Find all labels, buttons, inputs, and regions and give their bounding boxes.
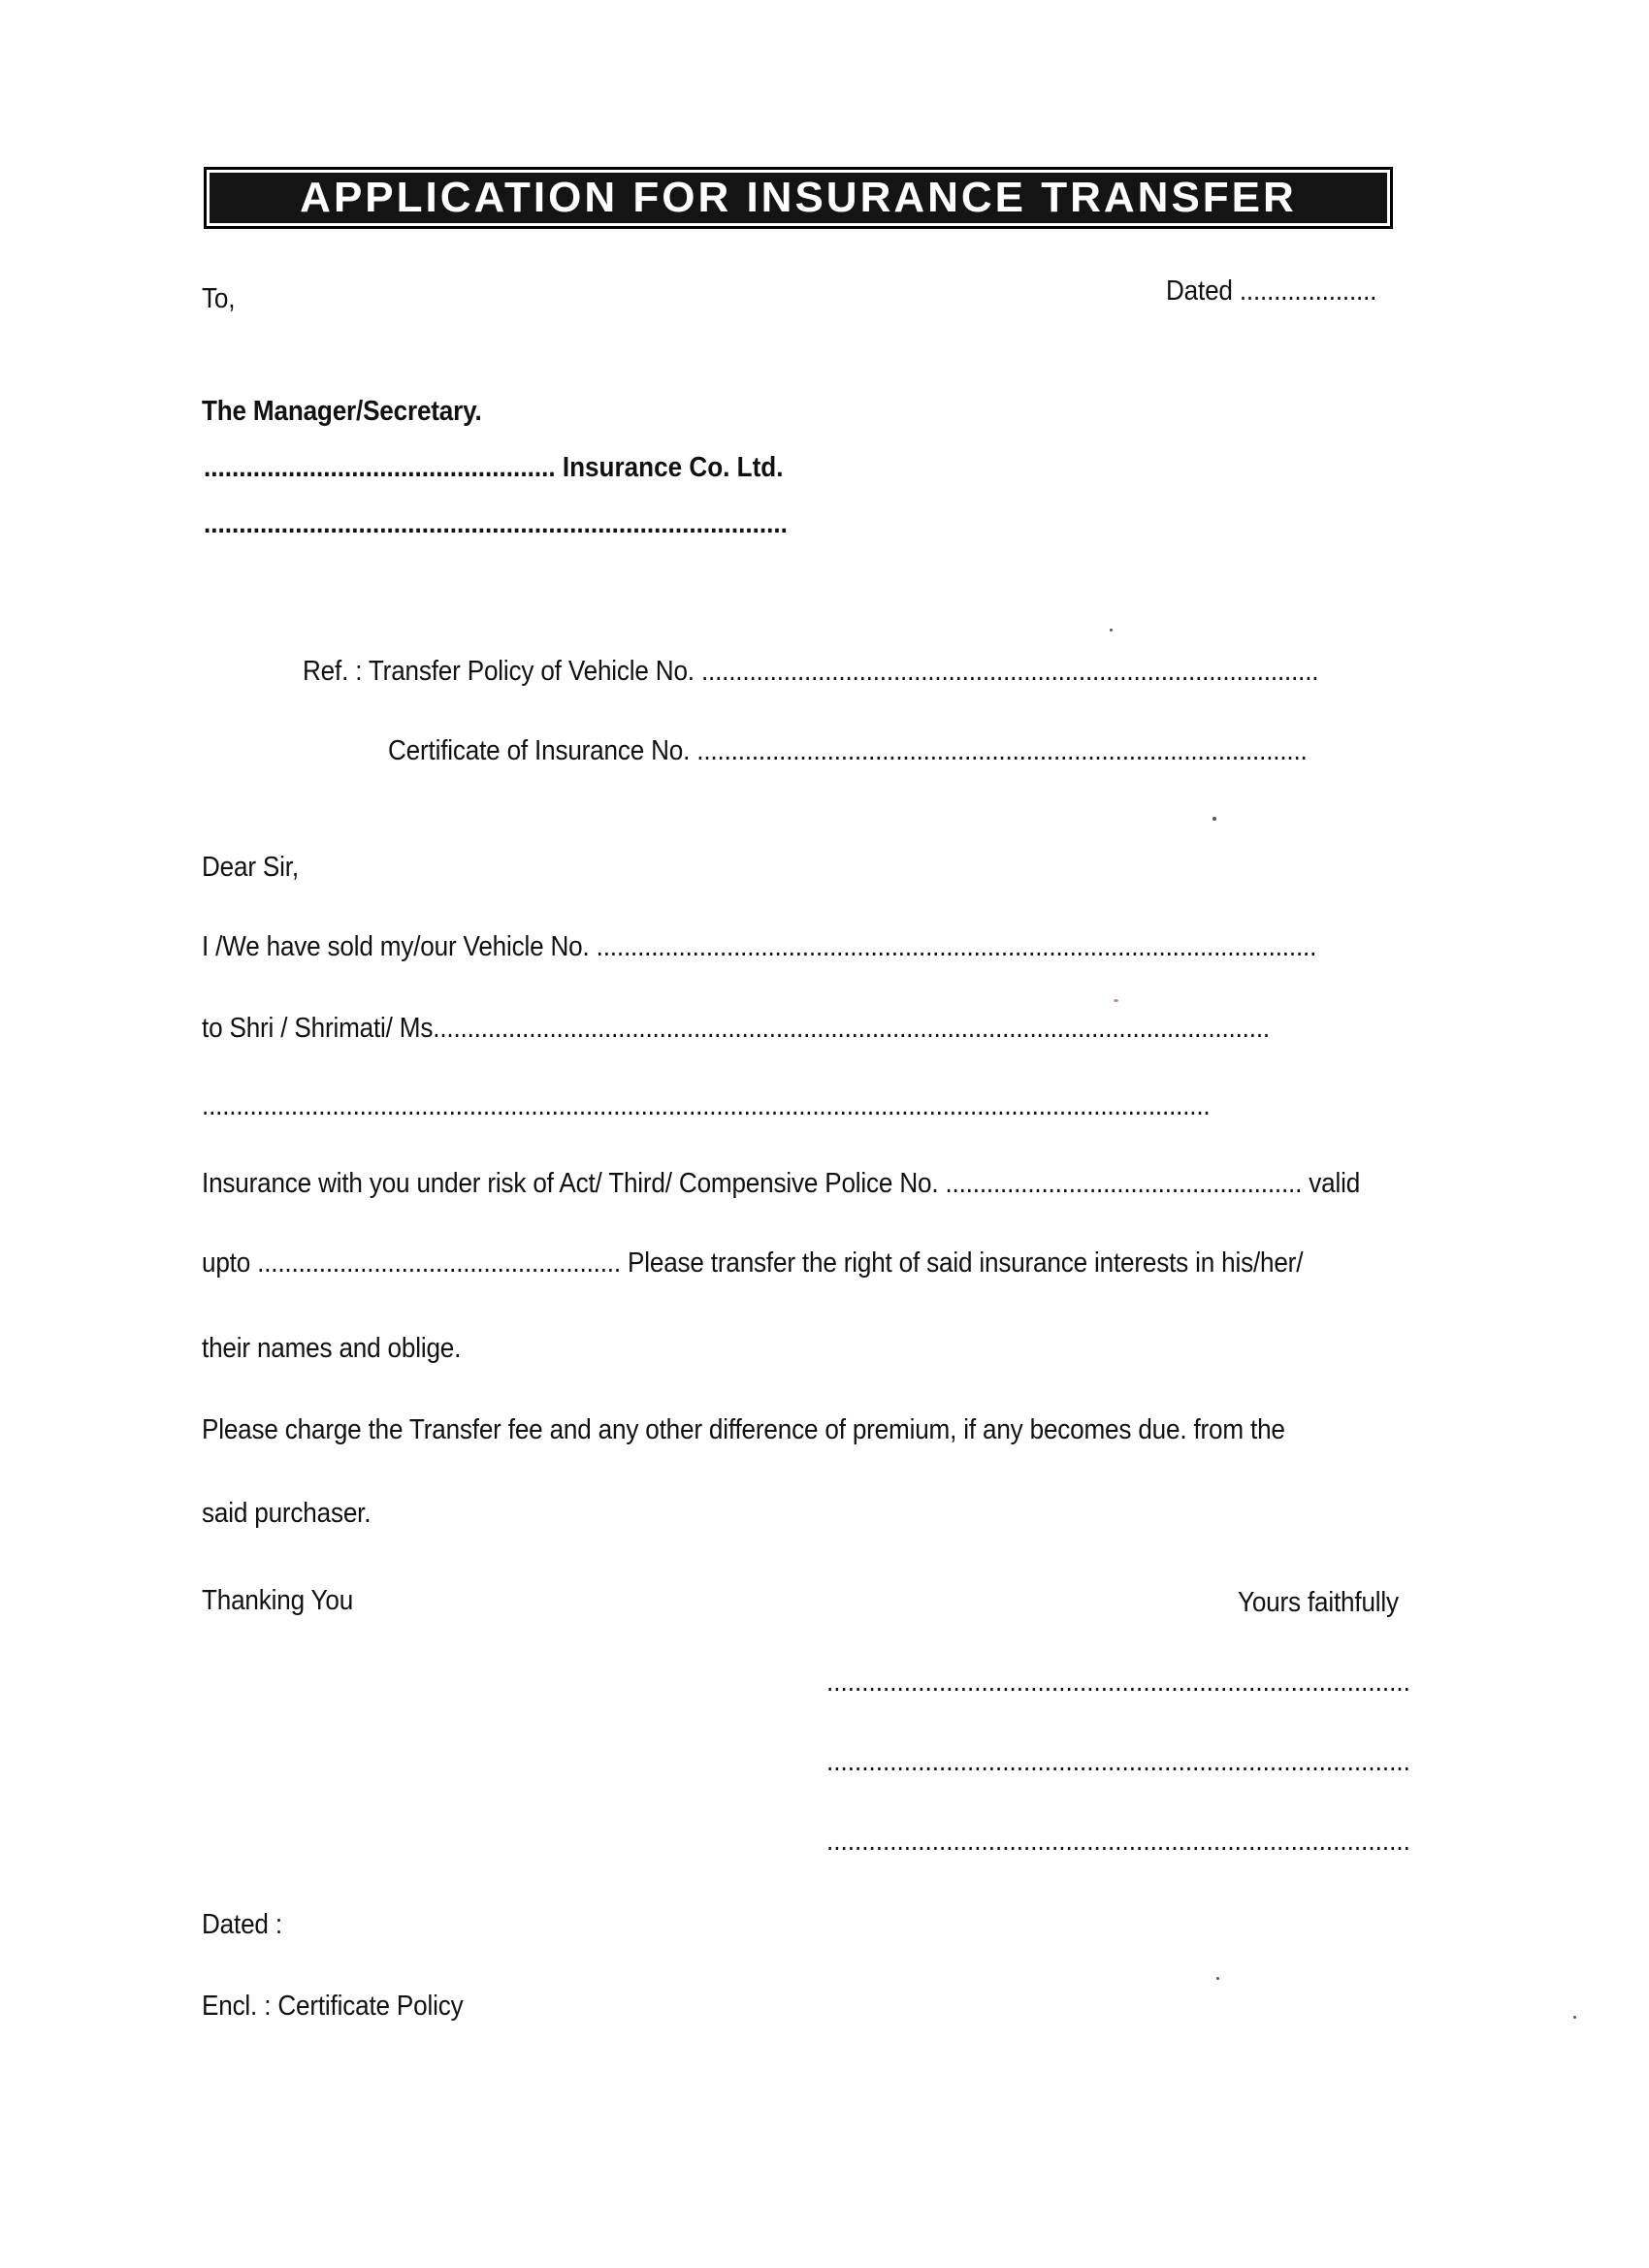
- signature-line-2: ...................................................................................: [826, 1746, 1410, 1777]
- dated-top-field: Dated ....................: [1166, 275, 1377, 307]
- certificate-number-line: Certificate of Insurance No. .........................................................................................: [388, 735, 1308, 766]
- dated-bottom-field: Dated :: [202, 1909, 282, 1940]
- scan-speck: [1114, 999, 1118, 1002]
- body-line-policy-number: Insurance with you under risk of Act/ Third/ Compensive Police No. .................................................... valid: [202, 1168, 1361, 1199]
- reference-vehicle-line: Ref. : Transfer Policy of Vehicle No. ..........................................................................................: [303, 656, 1319, 687]
- body-line-transfer-fee: Please charge the Transfer fee and any other difference of premium, if any becomes due. from the: [202, 1414, 1285, 1445]
- body-line-vehicle-sold: I /We have sold my/our Vehicle No. .........................................................................................................: [202, 931, 1317, 962]
- enclosure-note: Encl. : Certificate Policy: [202, 1991, 464, 2022]
- form-title: APPLICATION FOR INSURANCE TRANSFER: [300, 174, 1297, 221]
- signature-line-1: ...................................................................................: [826, 1667, 1410, 1698]
- addressee: The Manager/Secretary.: [202, 396, 482, 427]
- insurance-company-line: .................................................. Insurance Co. Ltd.: [204, 452, 784, 483]
- form-title-banner: [204, 167, 1393, 229]
- signature-line-3: ...................................................................................: [826, 1826, 1410, 1857]
- body-line-buyer-name: to Shri / Shrimati/ Ms..........................................................................................................................: [202, 1013, 1270, 1044]
- body-line-oblige: their names and oblige.: [202, 1333, 462, 1364]
- company-address-line: ...................................................................................: [204, 508, 788, 539]
- closing-yours-faithfully: Yours faithfully: [1238, 1587, 1399, 1618]
- closing-thanks: Thanking You: [202, 1585, 354, 1616]
- body-line-validity: upto ..................................................... Please transfer the right of said insurance interests in his/her/: [202, 1247, 1304, 1279]
- recipient-to: To,: [202, 283, 236, 314]
- scan-speck: [1212, 817, 1216, 821]
- scan-speck: [1573, 2016, 1576, 2019]
- salutation: Dear Sir,: [202, 852, 299, 883]
- scan-speck: [1216, 1977, 1219, 1980]
- body-line-purchaser: said purchaser.: [202, 1498, 372, 1529]
- body-line-buyer-address: ...................................................................................................................................................: [202, 1090, 1211, 1121]
- scan-speck: [1110, 629, 1113, 632]
